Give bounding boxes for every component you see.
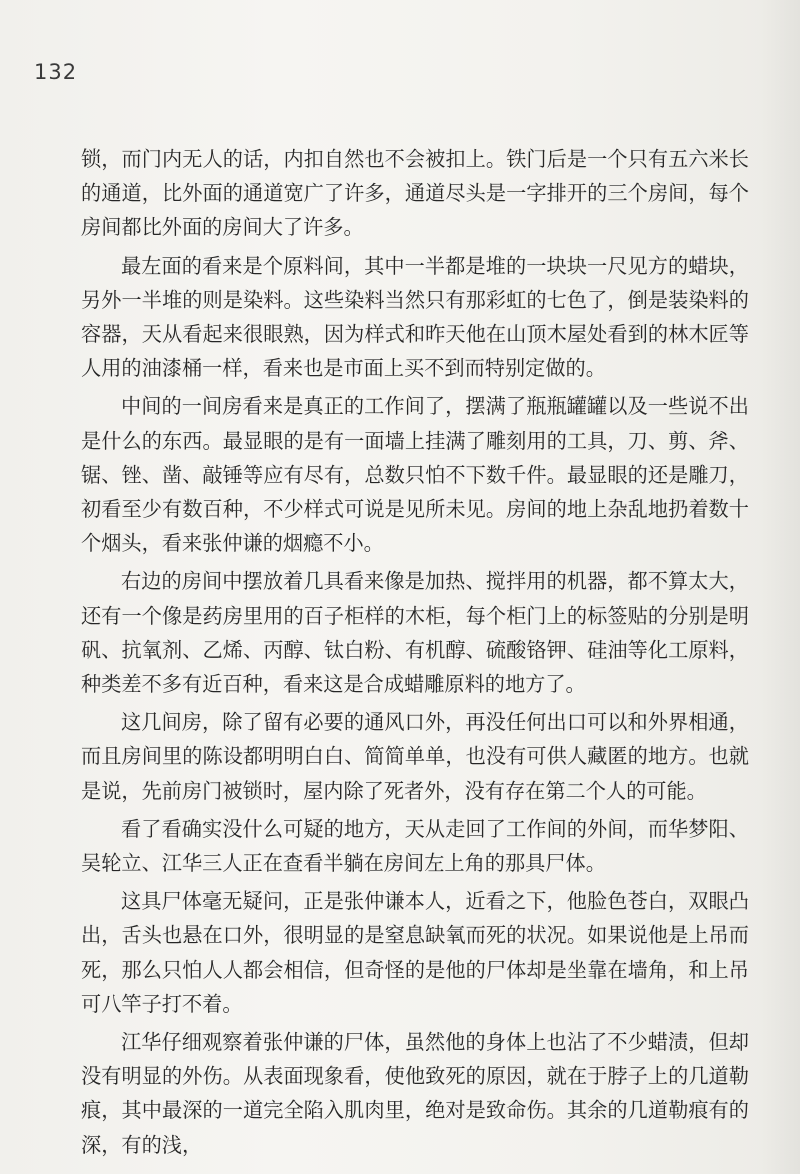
paragraph-3: 中间的一间房看来是真正的工作间了，摆满了瓶瓶罐罐以及一些说不出是什么的东西。最显眼的是有一面墙上挂满了雕刻用的工具，刀、剪、斧、锯、锉、凿、敲锤等应有尽有，总数只怕不下数千件。最显眼的还是雕刀，初看至少有数百种，不少样式可说是见所未见。房间的地上杂乱地扔着数十个烟头，看来张仲谦的烟瘾不小。 bbox=[81, 394, 749, 556]
scan-edge-shade bbox=[760, 0, 800, 1174]
paragraph-7: 这具尸体毫无疑问，正是张仲谦本人，近看之下，他脸色苍白，双眼凸出，舌头也悬在口外，很明显的是窒息缺氧而死的状况。如果说他是上吊而死，那么只怕人人都会相信，但奇怪的是他的尸体却是坐靠在墙角，和上吊可八竿子打不着。 bbox=[81, 889, 749, 1016]
body-text bbox=[81, 142, 749, 1166]
page-number: 132 bbox=[34, 60, 78, 84]
paragraph-4: 右边的房间中摆放着几具看来像是加热、搅拌用的机器，都不算太大，还有一个像是药房里用的百子柜样的木柜，每个柜门上的标签贴的分别是明矾、抗氧剂、乙烯、丙醇、钛白粉、有机醇、硫酸铬钾、硅油等化工原料，种类差不多有近百种，看来这是合成蜡雕原料的地方了。 bbox=[81, 569, 749, 697]
paragraph-5: 这几间房，除了留有必要的通风口外，再没任何出口可以和外界相通，而且房间里的陈设都明明白白、简简单单，也没有可供人藏匿的地方。也就是说，先前房门被锁时，屋内除了死者外，没有存在第二个人的可能。 bbox=[81, 710, 749, 803]
paragraph-2: 最左面的看来是个原料间，其中一半都是堆的一块块一尺见方的蜡块，另外一半堆的则是染料。这些染料当然只有那彩虹的七色了，倒是装染料的容器，天从看起来很眼熟，因为样式和昨天他在山顶木屋处看到的林木匠等人用的油漆桶一样，看来也是市面上买不到而特别定做的。 bbox=[81, 253, 749, 381]
paragraph-8: 江华仔细观察着张仲谦的尸体，虽然他的身体上也沾了不少蜡渍，但却没有明显的外伤。从表面现象看，使他致死的原因，就在于脖子上的几道勒痕，其中最深的一道完全陷入肌肉里，绝对是致命伤。其余的几道勒痕有的深，有的浅， bbox=[81, 1030, 749, 1157]
paragraph-6: 看了看确实没什么可疑的地方，天从走回了工作间的外间，而华梦阳、吴轮立、江华三人正在查看半躺在房间左上角的那具尸体。 bbox=[81, 816, 749, 876]
paragraph-1: 锁，而门内无人的话，内扣自然也不会被扣上。铁门后是一个只有五六米长的通道，比外面的通道宽广了许多，通道尽头是一字排开的三个房间，每个房间都比外面的房间大了许多。 bbox=[81, 147, 749, 240]
